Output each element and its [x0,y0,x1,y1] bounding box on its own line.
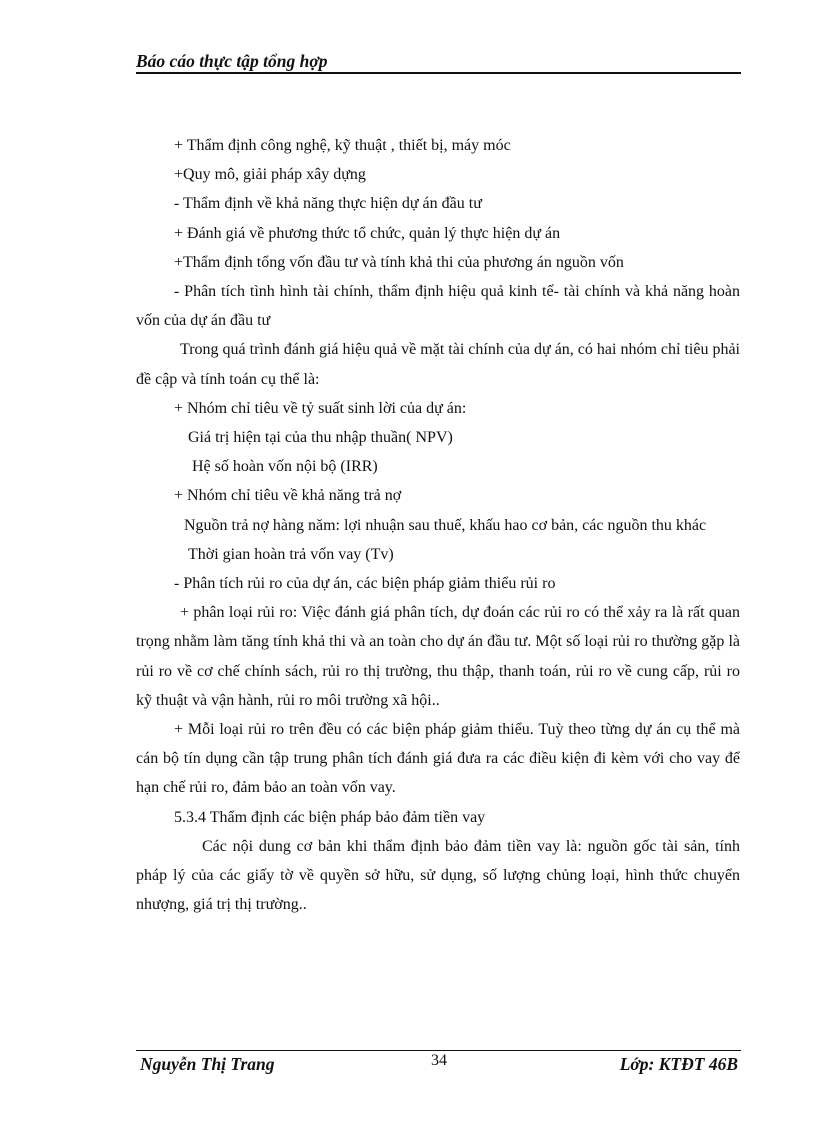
section-heading: 5.3.4 Thẩm định các biện pháp bảo đảm tiền vay [174,808,486,826]
paragraph: Thời gian hoàn trả vốn vay (Tv) [188,545,394,563]
report-title: Báo cáo thực tập tổng hợp [136,51,328,71]
paragraph: - Phân tích tình hình tài chính, thẩm định hiệu quả kinh tế- tài chính và khả năng hoàn vốn của dự án đầu tư [136,283,740,330]
paragraph: + phân loại rủi ro: Việc đánh giá phân tích, dự đoán các rủi ro có thể xảy ra là rất quan trọng nhằm làm tăng tính khả thi và an toàn cho dự án đầu tư. Một số loại rủi ro thường gặp là rủi ro về cơ chế chính sách, rủi ro thị trường, thu thập, thanh toán, rủi ro về cung cấp, rủi ro kỹ thuật và vận hành, rủi ro môi trường xã hội.. [136,604,740,709]
paragraph: - Phân tích rủi ro của dự án, các biện pháp giảm thiểu rủi ro [174,575,556,593]
footer-divider [136,1050,741,1051]
paragraph: - Thẩm định về khả năng thực hiện dự án đầu tư [174,195,482,213]
paragraph: Hệ số hoàn vốn nội bộ (IRR) [192,458,378,476]
footer-class: Lớp: KTĐT 46B [619,1054,738,1074]
paragraph: Các nội dung cơ bản khi thẩm định bảo đảm tiền vay là: nguồn gốc tài sản, tính pháp lý của các giấy tờ về quyền sở hữu, sử dụng, số lượng chủng loại, hình thức chuyển nhượng, giá trị thị trường.. [136,837,740,914]
document-body [136,131,740,919]
paragraph: Trong quá trình đánh giá hiệu quả về mặt tài chính của dự án, có hai nhóm chỉ tiêu phải đề cập và tính toán cụ thể là: [136,341,740,388]
paragraph: Nguồn trả nợ hàng năm: lợi nhuận sau thuế, khấu hao cơ bản, các nguồn thu khác [184,516,707,534]
page-header [136,50,741,74]
paragraph: + Nhóm chỉ tiêu về tỷ suất sinh lời của dự án: [174,399,467,417]
footer-author: Nguyễn Thị Trang [140,1054,275,1074]
paragraph: +Quy mô, giải pháp xây dựng [174,166,366,184]
page-number: 34 [431,1052,447,1069]
paragraph: + Đánh giá về phương thức tổ chức, quản lý thực hiện dự án [174,224,561,242]
paragraph: +Thẩm định tổng vốn đầu tư và tính khả thi của phương án nguồn vốn [174,253,624,271]
paragraph: Giá trị hiện tại của thu nhập thuần( NPV) [188,429,453,447]
paragraph: + Mỗi loại rủi ro trên đều có các biện pháp giảm thiểu. Tuỳ theo từng dự án cụ thể mà cán bộ tín dụng cần tập trung phân tích đánh giá đưa ra các điều kiện đi kèm với cho vay để hạn chế rủi ro, đảm bảo an toàn vốn vay. [136,721,740,797]
paragraph: + Nhóm chỉ tiêu về khả năng trả nợ [174,487,402,505]
paragraph: + Thẩm định công nghệ, kỹ thuật , thiết bị, máy móc [174,137,511,154]
